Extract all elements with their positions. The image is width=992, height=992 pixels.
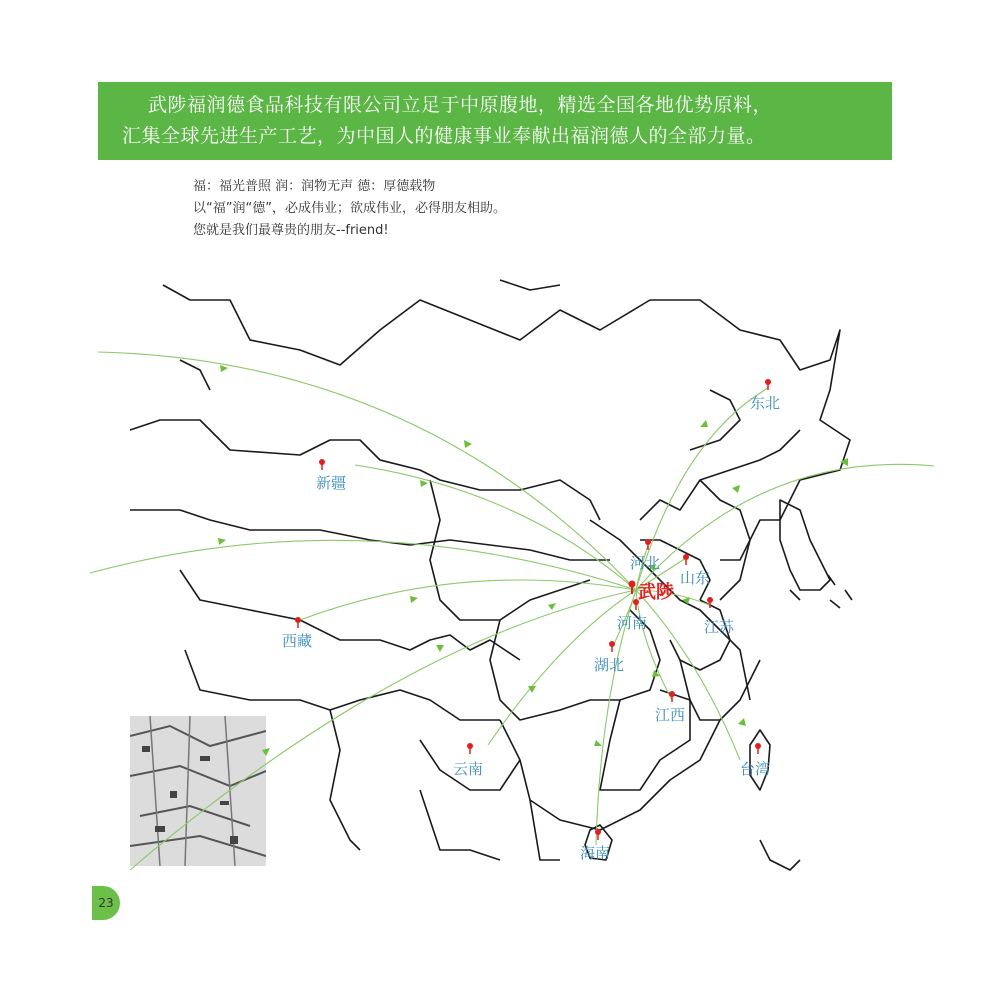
region-labels (282, 394, 780, 862)
route-arrow (436, 645, 444, 652)
intro-line-1: 武陟福润德食品科技有限公司立足于中原腹地，精选全国各地优势原料， (148, 94, 773, 116)
route-arrow (700, 420, 708, 427)
map-outline (130, 280, 852, 870)
route-lines (90, 352, 934, 870)
intro-line-2: 汇集全球先进生产工艺，为中国人的健康事业奉献出福润德人的全部力量。 (122, 125, 766, 147)
route-arrow (738, 718, 746, 726)
motto-line-2: 以“福”润“德”，必成伟业；欲成伟业，必得朋友相助。 (193, 201, 506, 216)
motto-line-3: 您就是我们最尊贵的朋友--friend! (193, 223, 389, 238)
label-henan: 河南 (617, 614, 648, 632)
route-arrow (218, 538, 226, 545)
page-number: 23 (92, 886, 120, 920)
route-arrow (420, 480, 428, 487)
route-arrows (218, 365, 848, 756)
label-hainan: 海南 (580, 844, 611, 862)
route-arrow (262, 748, 270, 756)
label-xizang: 西藏 (282, 632, 313, 650)
label-wuzhi: 武陟 (638, 582, 674, 603)
label-dongbei: 东北 (750, 394, 781, 412)
label-xinjiang: 新疆 (316, 474, 347, 492)
route-arrow (594, 740, 602, 746)
label-shandong: 山东 (680, 569, 711, 587)
label-hebei: 河北 (630, 554, 661, 572)
label-yunnan: 云南 (453, 760, 484, 778)
motto-line-1: 福：福光普照 润：润物无声 德：厚德载物 (193, 179, 436, 194)
route-arrow (220, 365, 228, 372)
route-arrow (732, 485, 740, 493)
label-jiangsu: 江苏 (704, 618, 735, 636)
route-arrow (548, 603, 556, 610)
label-taiwan: 台湾 (740, 760, 771, 778)
route-arrow (410, 596, 418, 603)
route-arrow (464, 440, 472, 448)
label-hubei: 湖北 (594, 656, 625, 674)
label-jiangxi: 江西 (655, 706, 686, 724)
